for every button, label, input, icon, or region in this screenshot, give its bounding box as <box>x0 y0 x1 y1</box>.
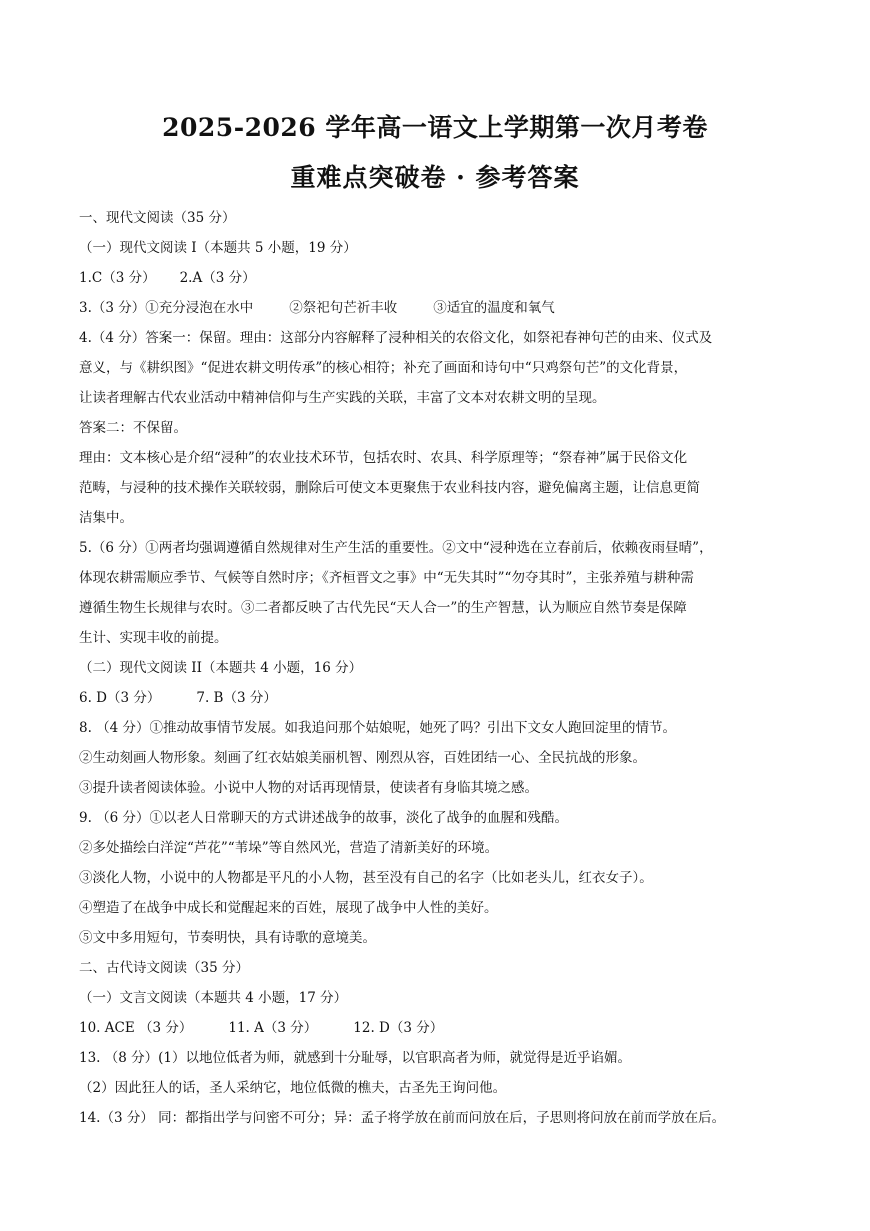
answer-line: 让读者理解古代农业活动中精神信仰与生产实践的关联，丰富了文本对农耕文明的呈现。 <box>79 390 606 406</box>
answer-q10: 10. ACE （3 分） <box>79 1020 193 1036</box>
answer-line: 14.（3 分） 同：都指出学与问密不可分；异：孟子将学放在前而问放在后，子思则将问放在前而学放在后。 <box>79 1110 726 1126</box>
answer-line <box>79 1013 799 1043</box>
answer-line: 8. （4 分）①推动故事情节发展。如我追问那个姑娘呢，她死了吗？引出下文女人跑回淀里的情节。 <box>79 720 677 736</box>
answer-q3-part3: ③适宜的温度和氧气 <box>433 300 555 316</box>
answer-q12: 12. D（3 分） <box>353 1020 444 1036</box>
answer-line: 范畴，与浸种的技术操作关联较弱，删除后可使文本更聚焦于农业科技内容，避免偏离主题，让信息更简 <box>79 480 700 496</box>
answer-line: 理由：文本核心是介绍“浸种”的农业技术环节，包括农时、农具、科学原理等；“祭春神”属于民俗文化 <box>79 450 688 466</box>
answer-q2: 2.A（3 分） <box>179 270 256 286</box>
answer-line: ②多处描绘白洋淀“芦花”“苇垛”等自然风光，营造了清新美好的环境。 <box>79 840 499 856</box>
answer-line: 体现农耕需顺应季节、气候等自然时序；《齐桓晋文之事》中“无失其时”“勿夺其时”，主张养殖与耕种需 <box>79 570 694 586</box>
answer-line: 5.（6 分）①两者均强调遵循自然规律对生产生活的重要性。②文中“浸种选在立春前后，依赖夜雨昼晴”， <box>79 540 713 556</box>
subsection-heading: （二）现代文阅读 II（本题共 4 小题，16 分） <box>79 660 363 676</box>
answer-line: 意义，与《耕织图》“促进农耕文明传承”的核心相符；补充了画面和诗句中“只鸡祭句芒”的文化背景， <box>79 360 688 376</box>
page-subtitle: 重难点突破卷 · 参考答案 <box>290 163 580 192</box>
section-heading: 二、古代诗文阅读（35 分） <box>79 960 249 976</box>
answer-line: ②生动刻画人物形象。刻画了红衣姑娘美丽机智、刚烈从容，百姓团结一心、全民抗战的形象。 <box>79 750 646 766</box>
page-title: 2025-2026 学年高一语文上学期第一次月考卷 <box>162 113 708 142</box>
subsection-heading: （一）文言文阅读（本题共 4 小题，17 分） <box>79 990 348 1006</box>
answer-line: 洁集中。 <box>79 510 133 526</box>
answer-line <box>79 683 799 713</box>
answer-line: ⑤文中多用短句，节奏明快，具有诗歌的意境美。 <box>79 930 376 946</box>
answer-q1: 1.C（3 分） <box>79 270 156 286</box>
subsection-heading: （一）现代文阅读 I（本题共 5 小题，19 分） <box>79 240 357 256</box>
answer-q7: 7. B（3 分） <box>196 690 277 706</box>
answer-line: 9. （6 分）①以老人日常聊天的方式讲述战争的故事，淡化了战争的血腥和残酷。 <box>79 810 569 826</box>
answer-line <box>79 263 799 293</box>
answer-line: （2）因此狂人的话，圣人采纳它，地位低微的樵夫，古圣先王询问他。 <box>79 1080 507 1096</box>
answer-body <box>79 203 799 1133</box>
answer-line: 遵循生物生长规律与农时。③二者都反映了古代先民“天人合一”的生产智慧，认为顺应自然节奏是保障 <box>79 600 687 616</box>
answer-line: 生计、实现丰收的前提。 <box>79 630 228 646</box>
section-heading: 一、现代文阅读（35 分） <box>79 210 236 226</box>
answer-line: 4.（4 分）答案一：保留。理由：这部分内容解释了浸种相关的农俗文化，如祭祀春神句芒的由来、仪式及 <box>79 330 713 346</box>
answer-line: 13. （8 分）(1）以地位低者为师，就感到十分耻辱，以官职高者为师，就觉得是近乎谄媚。 <box>79 1050 631 1066</box>
answer-line: ④塑造了在战争中成长和觉醒起来的百姓，展现了战争中人性的美好。 <box>79 900 498 916</box>
answer-q6: 6. D（3 分） <box>79 690 161 706</box>
answer-line <box>79 293 799 323</box>
answer-q3-part1: 3.（3 分）①充分浸泡在水中 <box>79 300 254 316</box>
answer-line: ③提升读者阅读体验。小说中人物的对话再现情景，使读者有身临其境之感。 <box>79 780 538 796</box>
answer-q11: 11. A（3 分） <box>228 1020 318 1036</box>
answer-line: 答案二：不保留。 <box>79 420 187 436</box>
answer-q3-part2: ②祭祀句芒祈丰收 <box>289 300 398 316</box>
answer-line: ③淡化人物，小说中的人物都是平凡的小人物，甚至没有自己的名字（比如老头儿，红衣女子）。 <box>79 870 653 886</box>
